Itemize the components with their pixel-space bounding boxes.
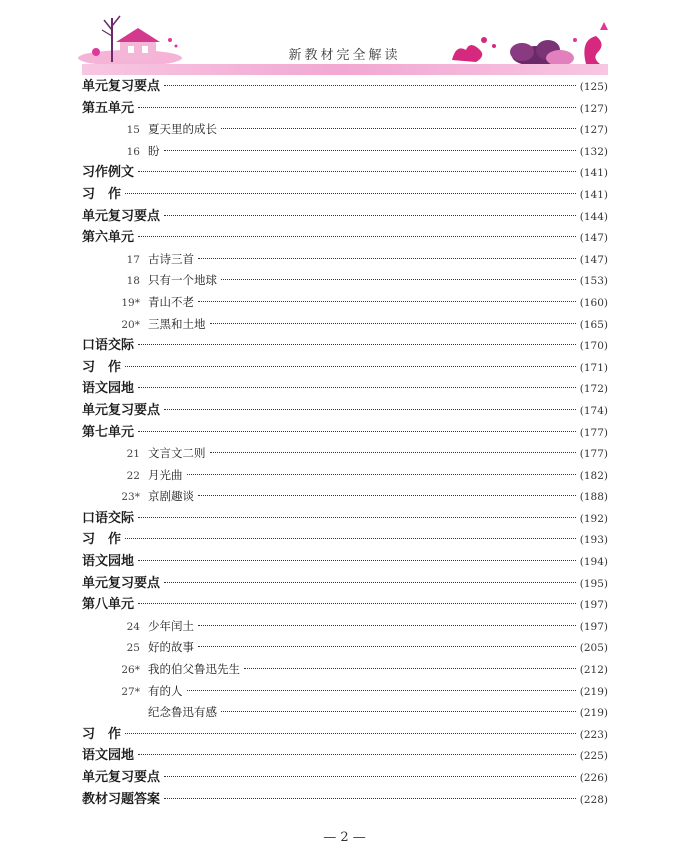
toc-page-number: (141) [579,188,608,201]
dot-leader [164,798,576,799]
toc-page-number: (228) [579,793,608,806]
toc-entry-title: 盼 [148,143,160,158]
toc-page-number: (195) [579,577,608,590]
dot-leader [198,625,576,626]
toc-page-number: (194) [579,556,608,569]
dot-leader [138,431,576,432]
toc-page-number: (219) [579,685,608,698]
dot-leader [244,668,576,669]
toc-page-number: (144) [579,210,608,223]
toc-lesson-row [82,119,608,141]
toc-entry-title: 单元复习要点 [82,79,161,94]
toc-entry-title: 好的故事 [148,640,194,655]
dot-leader [164,215,576,216]
toc-section-row [82,789,608,811]
toc-lesson-row [82,659,608,681]
toc-entry-title: 习 作 [82,359,122,375]
lesson-number: 24 [126,620,140,633]
toc-entry-title: 单元复习要点 [82,208,161,224]
toc-section-row [82,724,608,746]
toc-section-row [82,227,608,249]
toc-lesson-row [82,702,608,724]
dot-leader [138,107,576,108]
lesson-number: 15 [126,124,140,137]
dot-leader [138,344,576,345]
toc-page-number: (160) [579,296,608,309]
toc-entry-title: 单元复习要点 [82,575,161,591]
toc-entry-title: 习 作 [82,532,122,548]
toc-entry-title: 第七单元 [82,424,135,440]
toc-page-number: (165) [579,318,608,331]
toc-section-row [82,573,608,595]
toc-page-number: (223) [579,728,608,741]
page-number: — 2 — [323,830,366,845]
toc-entry-title: 口语交际 [82,510,135,526]
toc-page-number: (172) [579,383,608,396]
dot-leader [138,560,576,561]
toc-entry-title: 夏天里的成长 [148,122,217,137]
toc-lesson-row [82,270,608,292]
dot-leader [164,582,576,583]
dot-leader [198,495,576,496]
toc-section-row [82,594,608,616]
dot-leader [138,171,576,172]
toc-page-number: (153) [579,275,608,288]
toc-entry-title: 只有一个地球 [148,273,217,288]
dot-leader [125,733,576,734]
dot-leader [138,517,576,518]
dot-leader [138,603,576,604]
toc-entry-title: 第六单元 [82,230,135,246]
toc-section-row [82,508,608,530]
dot-leader [210,452,576,453]
dot-leader [198,646,576,647]
dot-leader [125,193,576,194]
toc-entry-title: 口语交际 [82,338,135,354]
toc-section-row [82,335,608,357]
dot-leader [198,258,576,259]
toc-section-row [82,400,608,422]
dot-leader [164,409,576,410]
toc-entry-title: 单元复习要点 [82,402,161,418]
toc-page-number: (219) [579,707,608,720]
lesson-number: 17 [126,253,140,266]
toc-entry-title: 习作例文 [82,165,135,181]
toc-section-row [82,422,608,444]
lesson-number: 23* [121,491,140,504]
toc-lesson-row [82,292,608,314]
toc-entry-title: 语文园地 [82,381,135,397]
toc-section-row [82,184,608,206]
toc-page-number: (127) [579,124,608,137]
dot-leader [138,236,576,237]
lesson-number: 16 [126,145,140,158]
toc-entry-title: 语文园地 [82,748,135,764]
toc-section-row [82,76,608,98]
book-title: 新教材完全解读 [288,48,401,63]
toc-page-number: (193) [579,534,608,547]
toc-entry-title: 少年闰土 [148,618,194,633]
toc-page-number: (132) [579,145,608,158]
page-header [0,0,689,80]
toc-entry-title: 第五单元 [82,100,135,116]
toc-entry-title: 单元复习要点 [82,770,161,785]
table-of-contents [82,76,608,810]
lesson-number: 21 [126,448,140,461]
dot-leader [125,538,576,539]
toc-entry-title: 习 作 [82,186,122,202]
toc-entry-title: 我的伯父鲁迅先生 [148,662,240,677]
lesson-number: 20* [121,318,140,331]
lesson-number: 26* [121,664,140,677]
toc-entry-title: 有的人 [148,683,183,698]
toc-page-number: (170) [579,340,608,353]
toc-entry-title: 语文园地 [82,554,135,570]
toc-section-row [82,162,608,184]
lesson-number: 25 [126,642,140,655]
toc-page-number: (188) [579,491,608,504]
toc-entry-title: 习 作 [82,726,122,742]
lesson-number: 22 [126,469,140,482]
toc-lesson-row [82,637,608,659]
toc-page-number: (225) [579,750,608,763]
toc-section-row [82,551,608,573]
toc-page-number: (147) [579,232,608,245]
toc-entry-title: 三黑和土地 [148,316,206,331]
dot-leader [164,150,576,151]
dot-leader [125,366,576,367]
toc-page-number: (177) [579,448,608,461]
toc-section-row [82,206,608,228]
toc-section-row [82,378,608,400]
dot-leader [164,85,576,86]
toc-page-number: (197) [579,620,608,633]
dot-leader [210,323,576,324]
dot-leader [221,711,576,712]
toc-entry-title: 教材习题答案 [82,791,161,807]
toc-lesson-row [82,314,608,336]
toc-entry-title: 纪念鲁迅有感 [148,705,217,720]
toc-section-row [82,767,608,789]
toc-page-number: (205) [579,642,608,655]
dot-leader [138,754,576,755]
dot-leader [187,474,576,475]
toc-page-number: (147) [579,253,608,266]
toc-page-number: (226) [579,772,608,784]
toc-lesson-row [82,681,608,703]
toc-lesson-row [82,616,608,638]
lesson-number: 19* [121,296,140,309]
lesson-number: 18 [126,275,140,288]
toc-page-number: (125) [579,81,608,93]
dot-leader [198,301,576,302]
toc-section-row [82,357,608,379]
toc-lesson-row [82,443,608,465]
dot-leader [221,128,576,129]
toc-page-number: (171) [579,361,608,374]
toc-entry-title: 青山不老 [148,294,194,309]
dot-leader [164,776,576,777]
toc-section-row [82,98,608,120]
toc-page-number: (182) [579,469,608,482]
toc-page-number: (212) [579,664,608,677]
dot-leader [187,690,576,691]
header-band [82,64,608,75]
toc-page-number: (197) [579,599,608,612]
toc-page-number: (127) [579,102,608,115]
toc-lesson-row [82,141,608,163]
toc-page-number: (174) [579,404,608,417]
toc-entry-title: 文言文二则 [148,446,206,461]
toc-entry-title: 古诗三首 [148,251,194,266]
toc-entry-title: 月光曲 [148,467,183,482]
toc-entry-title: 京剧趣谈 [148,489,194,504]
toc-section-row [82,529,608,551]
toc-lesson-row [82,249,608,271]
toc-lesson-row [82,486,608,508]
toc-page-number: (192) [579,512,608,525]
dot-leader [221,279,576,280]
dot-leader [138,387,576,388]
toc-page-number: (141) [579,167,608,180]
toc-lesson-row [82,465,608,487]
toc-section-row [82,745,608,767]
toc-page-number: (177) [579,426,608,439]
toc-entry-title: 第八单元 [82,597,135,613]
lesson-number: 27* [121,685,140,698]
